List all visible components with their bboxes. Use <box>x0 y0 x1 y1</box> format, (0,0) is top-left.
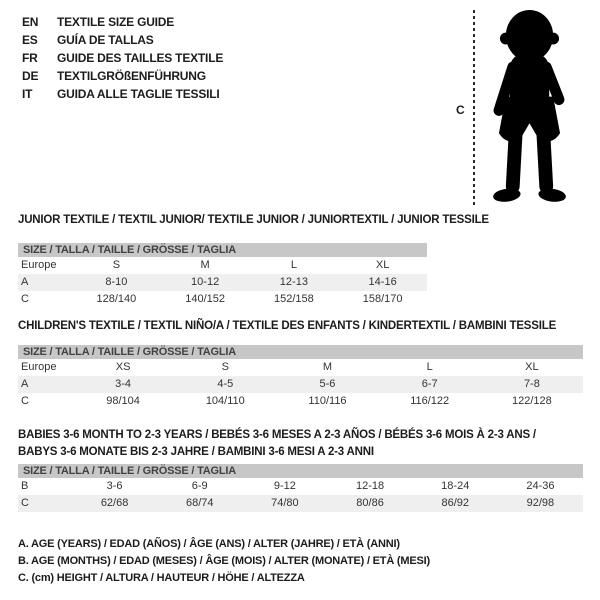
language-label: GUÍA DE TALLAS <box>57 33 154 47</box>
size-cell: M <box>200 259 210 271</box>
height-cell: 80/86 <box>356 497 384 509</box>
row-label: Europe <box>21 361 57 373</box>
language-row-fr <box>22 49 223 67</box>
junior-size-header-bar: SIZE / TALLA / TAILLE / GRÖSSE / TAGLIA <box>18 243 427 257</box>
height-cell: 62/68 <box>100 497 129 509</box>
age-cell: 7-8 <box>523 378 540 390</box>
row-label: C <box>21 395 29 407</box>
language-code: IT <box>22 87 33 101</box>
language-row-es <box>22 31 223 49</box>
table-row <box>18 359 583 376</box>
language-label: GUIDA ALLE TAGLIE TESSILI <box>57 87 220 101</box>
table-row <box>18 291 427 308</box>
age-cell: 4-5 <box>217 378 234 390</box>
size-cell: L <box>426 361 433 373</box>
age-cell: 12-13 <box>279 276 308 288</box>
language-row-it <box>22 85 223 103</box>
height-cell: 140/152 <box>185 293 225 305</box>
height-cell: 158/170 <box>362 293 403 305</box>
age-cell: 18-24 <box>441 480 470 492</box>
baby-silhouette-icon <box>480 8 578 210</box>
language-code: FR <box>22 51 38 65</box>
language-row-de <box>22 67 223 85</box>
babies-table-title-line1: BABIES 3-6 MONTH TO 2-3 YEARS / BEBÉS 3-6 MESES A 2-3 AÑOS / BÉBÉS 3-6 MOIS À 2-3 ANS / <box>18 429 536 441</box>
height-cell: 92/98 <box>526 497 555 509</box>
height-cell: 152/158 <box>273 293 314 305</box>
row-label: C <box>21 293 29 305</box>
language-list <box>22 13 223 103</box>
babies-table-title <box>18 427 583 461</box>
age-cell: 24-36 <box>526 480 555 492</box>
age-cell: 10-12 <box>191 276 220 288</box>
childrens-textile-table <box>18 318 583 410</box>
table-row <box>18 274 427 291</box>
height-cell: 68/74 <box>185 497 214 509</box>
language-row-en <box>22 13 223 31</box>
height-cell: 86/92 <box>441 497 469 509</box>
language-code: DE <box>22 69 39 83</box>
note-age-years: A. AGE (YEARS) / EDAD (AÑOS) / ÂGE (ANS) / ALTER (JAHRE) / ETÀ (ANNI) <box>18 538 400 550</box>
age-cell: 6-9 <box>191 480 208 492</box>
size-cell: XL <box>375 259 390 271</box>
height-cell: 98/104 <box>106 395 140 407</box>
babies-table-title-line2: BABYS 3-6 MONATE BIS 2-3 JAHRE / BAMBINI 3-6 MESI A 2-3 ANNI <box>18 446 374 458</box>
row-label: A <box>21 378 29 390</box>
height-cell: 74/80 <box>271 497 299 509</box>
size-cell: M <box>322 361 333 373</box>
size-cell: S <box>221 361 229 373</box>
height-marker-label: C <box>456 103 465 117</box>
height-cell: 128/140 <box>96 293 137 305</box>
age-cell: 6-7 <box>421 378 438 390</box>
height-cell: 110/116 <box>308 395 347 407</box>
language-label: GUIDE DES TAILLES TEXTILE <box>57 51 224 65</box>
legend-notes <box>18 536 430 587</box>
table-row <box>18 376 583 393</box>
junior-textile-table <box>18 212 489 308</box>
row-label: A <box>21 276 29 288</box>
language-code: EN <box>22 15 39 29</box>
note-height-cm: C. (cm) HEIGHT / ALTURA / HAUTEUR / HÖHE / ALTEZZA <box>18 572 305 584</box>
table-row <box>18 478 583 495</box>
age-cell: 8-10 <box>105 276 128 288</box>
height-cell: 116/122 <box>410 395 450 407</box>
babies-size-header-bar: SIZE / TALLA / TAILLE / GRÖSSE / TAGLIA <box>18 464 583 478</box>
table-row <box>18 257 427 274</box>
note-age-months: B. AGE (MONTHS) / EDAD (MESES) / ÂGE (MOIS) / ALTER (MONATE) / ETÀ (MESI) <box>18 555 430 567</box>
baby-height-figure <box>450 0 600 215</box>
height-dashed-line <box>473 10 475 207</box>
childrens-size-header-bar: SIZE / TALLA / TAILLE / GRÖSSE / TAGLIA <box>18 345 583 359</box>
age-cell: 14-16 <box>368 276 397 288</box>
height-cell: 104/110 <box>205 395 245 407</box>
size-cell: XL <box>525 361 539 373</box>
junior-table-title: JUNIOR TEXTILE / TEXTIL JUNIOR/ TEXTILE JUNIOR / JUNIORTEXTIL / JUNIOR TESSILE <box>18 214 489 226</box>
size-cell: XS <box>115 361 131 373</box>
age-cell: 5-6 <box>319 378 336 390</box>
size-cell: S <box>112 259 121 271</box>
table-row <box>18 495 583 512</box>
babies-textile-table <box>18 427 583 512</box>
height-cell: 122/128 <box>512 395 552 407</box>
language-label: TEXTILE SIZE GUIDE <box>57 15 175 29</box>
row-label: B <box>21 480 29 492</box>
size-cell: L <box>290 259 297 271</box>
age-cell: 12-18 <box>356 480 385 492</box>
age-cell: 3-4 <box>115 378 132 390</box>
age-cell: 9-12 <box>273 480 296 492</box>
age-cell: 3-6 <box>106 480 123 492</box>
table-row <box>18 393 583 410</box>
language-code: ES <box>22 33 38 47</box>
row-label: Europe <box>21 259 57 271</box>
language-label: TEXTILGRÖßENFÜHRUNG <box>57 69 206 83</box>
childrens-table-title: CHILDREN'S TEXTILE / TEXTIL NIÑO/A / TEXTILE DES ENFANTS / KINDERTEXTIL / BAMBINI TESSILE <box>18 320 557 332</box>
row-label: C <box>21 497 29 509</box>
